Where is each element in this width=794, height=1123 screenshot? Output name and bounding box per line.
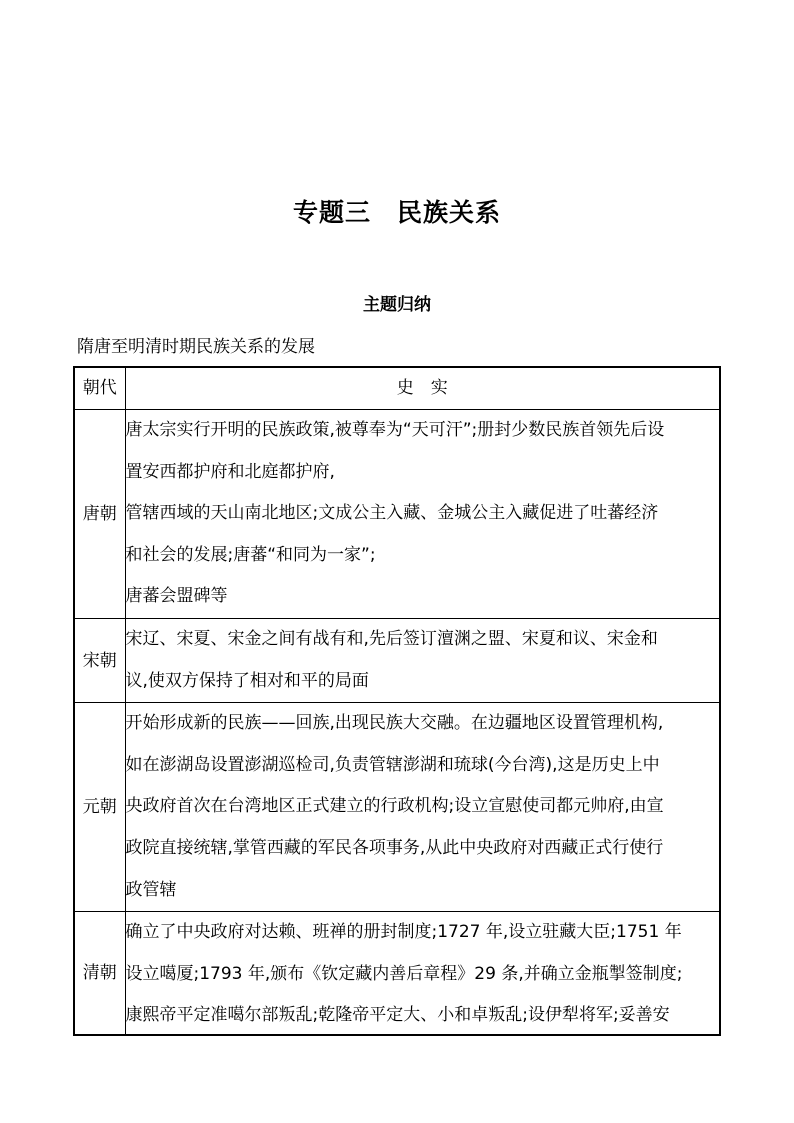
page-title-part1: 专题三	[292, 198, 371, 227]
fact-line: 确立了中央政府对达赖、班禅的册封制度;1727 年,设立驻藏大臣;1751 年	[125, 922, 682, 943]
fact-line: 政管辖	[125, 879, 177, 900]
table-row	[74, 618, 720, 702]
dynasty-cell: 元朝	[74, 703, 125, 912]
page-title	[0, 193, 794, 233]
fact-line: 管辖西域的天山南北地区;文成公主入藏、金城公主入藏促进了吐蕃经济	[125, 503, 659, 524]
dynasty-cell: 唐朝	[74, 410, 125, 619]
section-title: 主题归纳	[363, 295, 431, 315]
page-title-part2: 民族关系	[397, 198, 502, 227]
table-row	[74, 410, 720, 619]
fact-line: 如在澎湖岛设置澎湖巡检司,负责管辖澎湖和琉球(今台湾),这是历史上中	[125, 754, 660, 775]
table-header-row	[74, 367, 720, 410]
fact-line: 政院直接统辖,掌管西藏的军民各项事务,从此中央政府对西藏正式行使行	[125, 837, 664, 858]
facts-cell	[125, 912, 720, 1036]
table-caption: 隋唐至明清时期民族关系的发展	[77, 337, 315, 357]
fact-line: 央政府首次在台湾地区正式建立的行政机构;设立宣慰使司都元帅府,由宣	[125, 796, 664, 817]
fact-line: 议,使双方保持了相对和平的局面	[125, 670, 369, 691]
fact-line: 唐蕃会盟碑等	[125, 586, 228, 607]
fact-line: 和社会的发展;唐蕃“和同为一家”;	[125, 544, 376, 565]
fact-line: 开始形成新的民族——回族,出现民族大交融。在边疆地区设置管理机构,	[125, 713, 664, 734]
header-facts: 史 实	[125, 367, 720, 410]
header-dynasty: 朝代	[74, 367, 125, 410]
facts-cell	[125, 410, 720, 619]
dynasty-cell: 清朝	[74, 912, 125, 1036]
fact-line: 设立噶厦;1793 年,颁布《钦定藏内善后章程》29 条,并确立金瓶掣签制度;	[125, 963, 683, 984]
facts-cell	[125, 703, 720, 912]
fact-line: 宋辽、宋夏、宋金之间有战有和,先后签订澶渊之盟、宋夏和议、宋金和	[125, 628, 658, 649]
fact-line: 唐太宗实行开明的民族政策,被尊奉为“天可汗”;册封少数民族首领先后设	[125, 420, 665, 440]
fact-line: 康熙帝平定准噶尔部叛乱;乾隆帝平定大、小和卓叛乱;设伊犁将军;妥善安	[125, 1005, 670, 1026]
facts-cell	[125, 618, 720, 702]
history-table	[73, 366, 721, 1036]
fact-line: 置安西都护府和北庭都护府,	[125, 461, 335, 482]
dynasty-cell: 宋朝	[74, 618, 125, 702]
table-row	[74, 703, 720, 912]
table-row	[74, 912, 720, 1036]
